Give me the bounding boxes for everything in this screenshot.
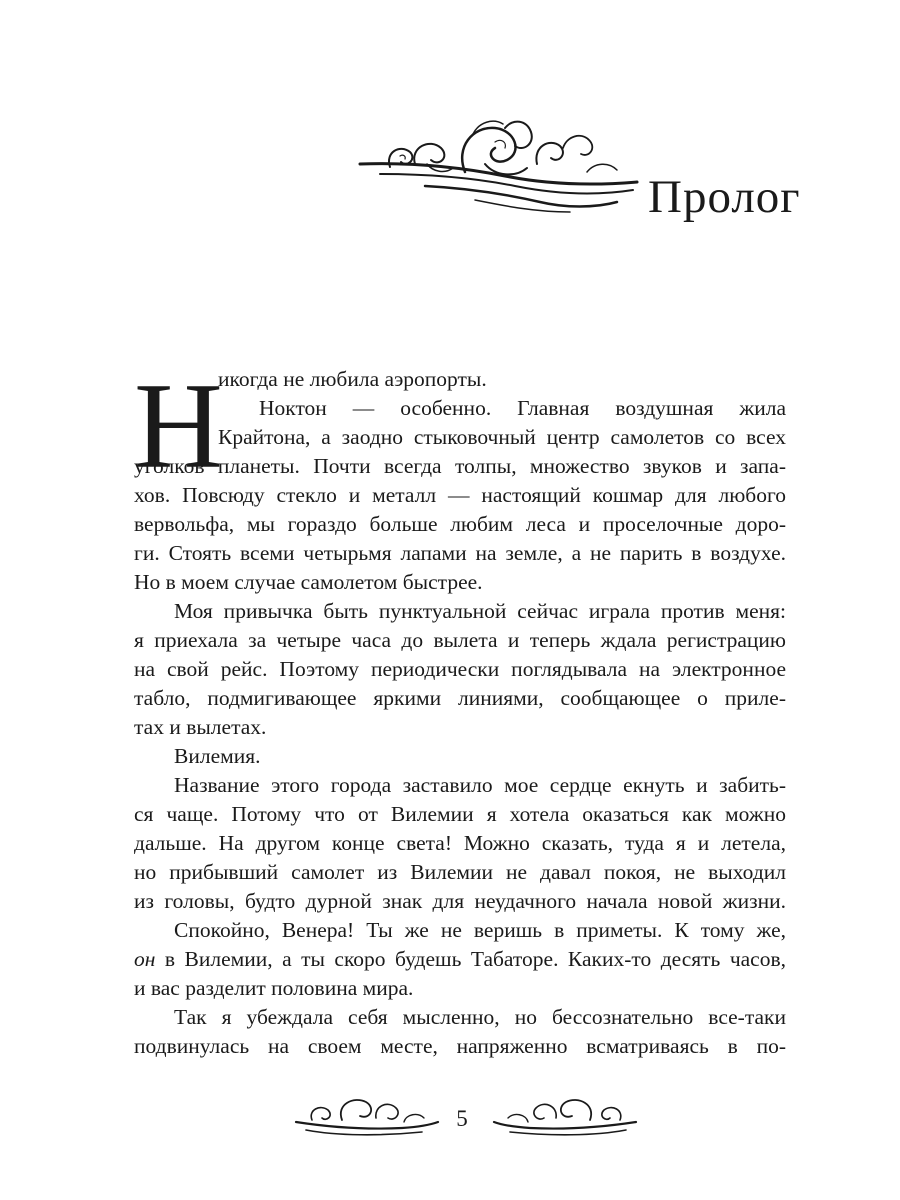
text-line: табло, подмигивающее яркими линиями, сообщающее о приле-	[134, 686, 786, 710]
italic-word: он	[134, 947, 156, 971]
text-line: хов. Повсюду стекло и металл — настоящий кошмар для любого	[134, 483, 786, 507]
text-line-italic	[134, 945, 786, 974]
text-line: Так я убеждала себя мысленно, но бессознательно все-таки	[174, 1005, 786, 1029]
text-line: дальше. На другом конце света! Можно сказать, туда я и летела,	[134, 831, 786, 855]
text-line: Моя привычка быть пунктуальной сейчас играла против меня:	[174, 599, 786, 623]
footer-wave-right-icon	[490, 1092, 640, 1142]
text-line: ся чаще. Потому что от Вилемии я хотела оказаться как можно	[134, 802, 786, 826]
text-line: Крайтона, а заодно стыковочный центр самолетов со всех	[218, 425, 786, 449]
text-line: тах и вылетах.	[134, 715, 267, 739]
text-line: ги. Стоять всеми четырьмя лапами на земле, а не парить в воздухе.	[134, 541, 786, 565]
footer-wave-left-icon	[292, 1092, 442, 1142]
text-line: Вилемия.	[174, 744, 261, 768]
chapter-text	[134, 357, 786, 1061]
text-line: из головы, будто дурной знак для неудачного начала новой жизни.	[134, 889, 786, 913]
text-line: Спокойно, Венера! Ты же не веришь в приметы. К тому же,	[174, 918, 786, 942]
text-line-rest: в Вилемии, а ты скоро будешь Табаторе. Каких-то десять часов,	[164, 947, 786, 971]
text-line: на свой рейс. Поэтому периодически поглядывала на электронное	[134, 657, 786, 681]
wave-ornament-icon	[355, 112, 645, 222]
text-line: вервольфа, мы гораздо больше любим леса и проселочные доро-	[134, 512, 786, 536]
text-line: но прибывший самолет из Вилемии не давал покоя, не выходил	[134, 860, 786, 884]
page-number: 5	[456, 1106, 468, 1131]
text-line: икогда не любила аэропорты.	[218, 367, 487, 391]
text-line: я приехала за четыре часа до вылета и теперь ждала регистрацию	[134, 628, 786, 652]
chapter-title: Пролог	[648, 171, 801, 223]
text-line: Но в моем случае самолетом быстрее.	[134, 570, 483, 594]
text-line: Ноктон — особенно. Главная воздушная жила	[259, 396, 786, 420]
text-line: Название этого города заставило мое сердце екнуть и забить-	[174, 773, 786, 797]
text-line: уголков планеты. Почти всегда толпы, множество звуков и запа-	[134, 454, 786, 478]
text-line: и вас разделит половина мира.	[134, 976, 414, 1000]
drop-cap: Н	[134, 357, 223, 494]
text-line: подвинулась на своем месте, напряженно всматриваясь в по-	[134, 1034, 786, 1058]
